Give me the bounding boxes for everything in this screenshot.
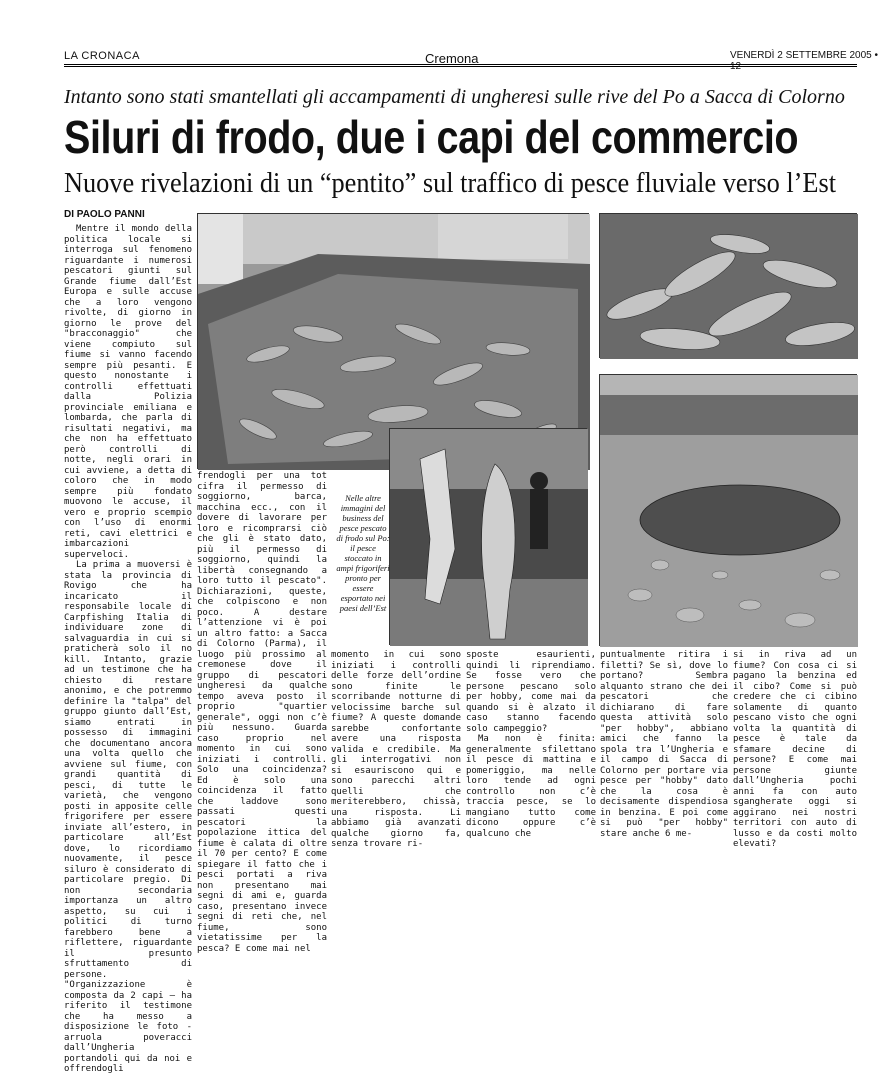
photo-river-bank	[599, 374, 857, 646]
paragraph: si in riva ad un fiume? Con cosa ci si pagano la benzina ed il cibo? Come si può credere che ci cibino solamente di quanto pescano visto che ogni volta la quantità di pesce è tale da sfamare decine di persone? E come mai persone giunte dall’Ungheria pochi anni fa con auto sgangherate oggi si aggirano nei nostri territori con auto di lusso e da costi molto elevati?	[733, 650, 857, 849]
column-4	[466, 650, 596, 839]
column-5	[600, 650, 728, 839]
header-rule-2	[64, 66, 857, 67]
subheadline: Nuove rivelazioni di un “pentito” sul traffico di pesce fluviale verso l’Est	[64, 168, 837, 199]
newspaper-name: LA CRONACA	[64, 50, 140, 62]
paragraph: La prima a muoversi è stata la provincia di Rovigo che ha incaricato il responsabile locale di Carpfishing Italia di individuare zone di salvaguardia in cui si praticherà solo il no kill. Intanto, grazie ad un testimone che ha chiesto di restare anonimo, e che potremmo definire la "talpa" del gruppo giunto dall’Est, siamo entrati in possesso di immagini che documentano ancora una volta quello che avviene sul fiume, con grandi quantità di pesci, di tutte le varietà, che vengono posti in apposite celle frigorifere per essere inviate all’estero, in particolare all’Est dove, lo ricordiamo nuovamente, il pesce siluro è considerato di particolare pregio. Di non secondaria importanza un altro aspetto, su cui i politici di turno farebbero bene a riflettere, riguardante il presunto sfruttamento di persone. "Organizzazione è composta da 2 capi – ha riferito il testimone che ha messo a disposizione le foto - arruola poveracci dall’Ungheria portandoli qui da noi e offrendogli	[64, 560, 192, 1074]
column-6	[733, 650, 857, 849]
paragraph: sposte esaurienti, quindi li riprendiamo. Se fosse vero che persone pescano solo per hobby, come mai da quando si è alzato il caso stanno facendo solo campeggio?	[466, 650, 596, 734]
photo-man-with-fish	[389, 428, 587, 645]
column-1	[64, 224, 192, 1074]
column-3	[331, 650, 461, 849]
date-page: VENERDÌ 2 SETTEMBRE 2005 • 12	[730, 50, 878, 72]
column-2	[197, 471, 327, 954]
paragraph: momento in cui sono iniziati i controlli delle forze dell’ordine sono finite le scorribande notturne di velocissime barche sul fiume? A queste domande sarebbe confortante avere una risposta valida e credibile. Ma gli interrogativi non si esauriscono qui e sono parecchi altri quelli che meriterebbero, chissà, una risposta. Li abbiamo già avanzati qualche giorno fa, senza trovare ri-	[331, 650, 461, 849]
header-rule	[64, 64, 857, 65]
paragraph: frendogli per una tot cifra il permesso di soggiorno, barca, macchina ecc., con il dovere di lavorare per loro e ricomprarsi ciò che gli è stato dato, più il permesso di soggiorno, quindi la libertà consegnando a loro tutto il pescato". Dichiarazioni, queste, che colpiscono e non poco. A destare l’attenzione vi è poi un altro fatto: a Sacca di Colorno (Parma), il luogo più prossimo al cremonese dove il gruppo di pescatori ungheresi da qualche tempo aveva posto il proprio "quartier generale", oggi non c’è più nessuno. Guarda caso proprio nel momento in cui sono iniziati i controlli. Solo una coincidenza? Ed è solo una coincidenza il fatto che laddove sono passati questi pescatori la popolazione ittica del fiume è calata di oltre il 70 per cento? E come spiegare il fatto che i pesci portati a riva non presentano mai segni di ami e, guarda caso, presentano invece segni di reti che, nel fiume, sono vietatissime per la pesca? E come mai nel	[197, 471, 327, 954]
headline: Siluri di frodo, due i capi del commercio	[64, 111, 799, 163]
section-name: Cremona	[425, 51, 479, 66]
paragraph: puntualmente ritira i filetti? Se sì, dove lo portano? Sembra alquanto strano che dei pescatori che dichiarano di fare questa attività solo "per hobby", abbiano amici che fanno la spola tra l’Ungheria e il campo di Sacca di Colorno per portare via pesce per "hobby" dato che la cosa è decisamente dispendiosa in benzina. E poi come si può "per hobby" stare anche 6 me-	[600, 650, 728, 839]
photo-fish-pile	[599, 213, 857, 358]
kicker: Intanto sono stati smantellati gli accampamenti di ungheresi sulle rive del Po a Sacca di Colorno	[64, 86, 845, 108]
paragraph: Ma non è finita: generalmente sfilettano il pesce di mattina e pomeriggio, ma nelle loro tende ad ogni controllo non c’è traccia pesce, se lo mangiano tutto come dicono oppure c’è qualcuno che	[466, 734, 596, 839]
photo-caption: Nelle altre immagini del business del pesce pescato di frodo sul Po: il pesce stoccato in ampi frigoriferi pronto per essere esportato nei paesi dell’Est	[336, 493, 390, 613]
byline: DI PAOLO PANNI	[64, 209, 145, 220]
paragraph: Mentre il mondo della politica locale si interroga sul fenomeno riguardante i numerosi pescatori giunti sul Grande fiume dall’Est Europa e sulle accuse che a loro vengono rivolte, di giorno in giorno le prove del "bracconaggio" che viene compiuto sul fiume si vanno facendo sempre più pesanti. E questo nonostante i controlli effettuati dalla Polizia provinciale emiliana e lombarda, che parla di risultati negativi, ma che non ha effettuato però controlli di notte, negli orari in cui avviene, a detta di coloro che in modo sempre più fondato muovono le accuse, il vero e proprio scempio con l’uso di enormi reti, cavi elettrici e imbarcazioni superveloci.	[64, 224, 192, 560]
